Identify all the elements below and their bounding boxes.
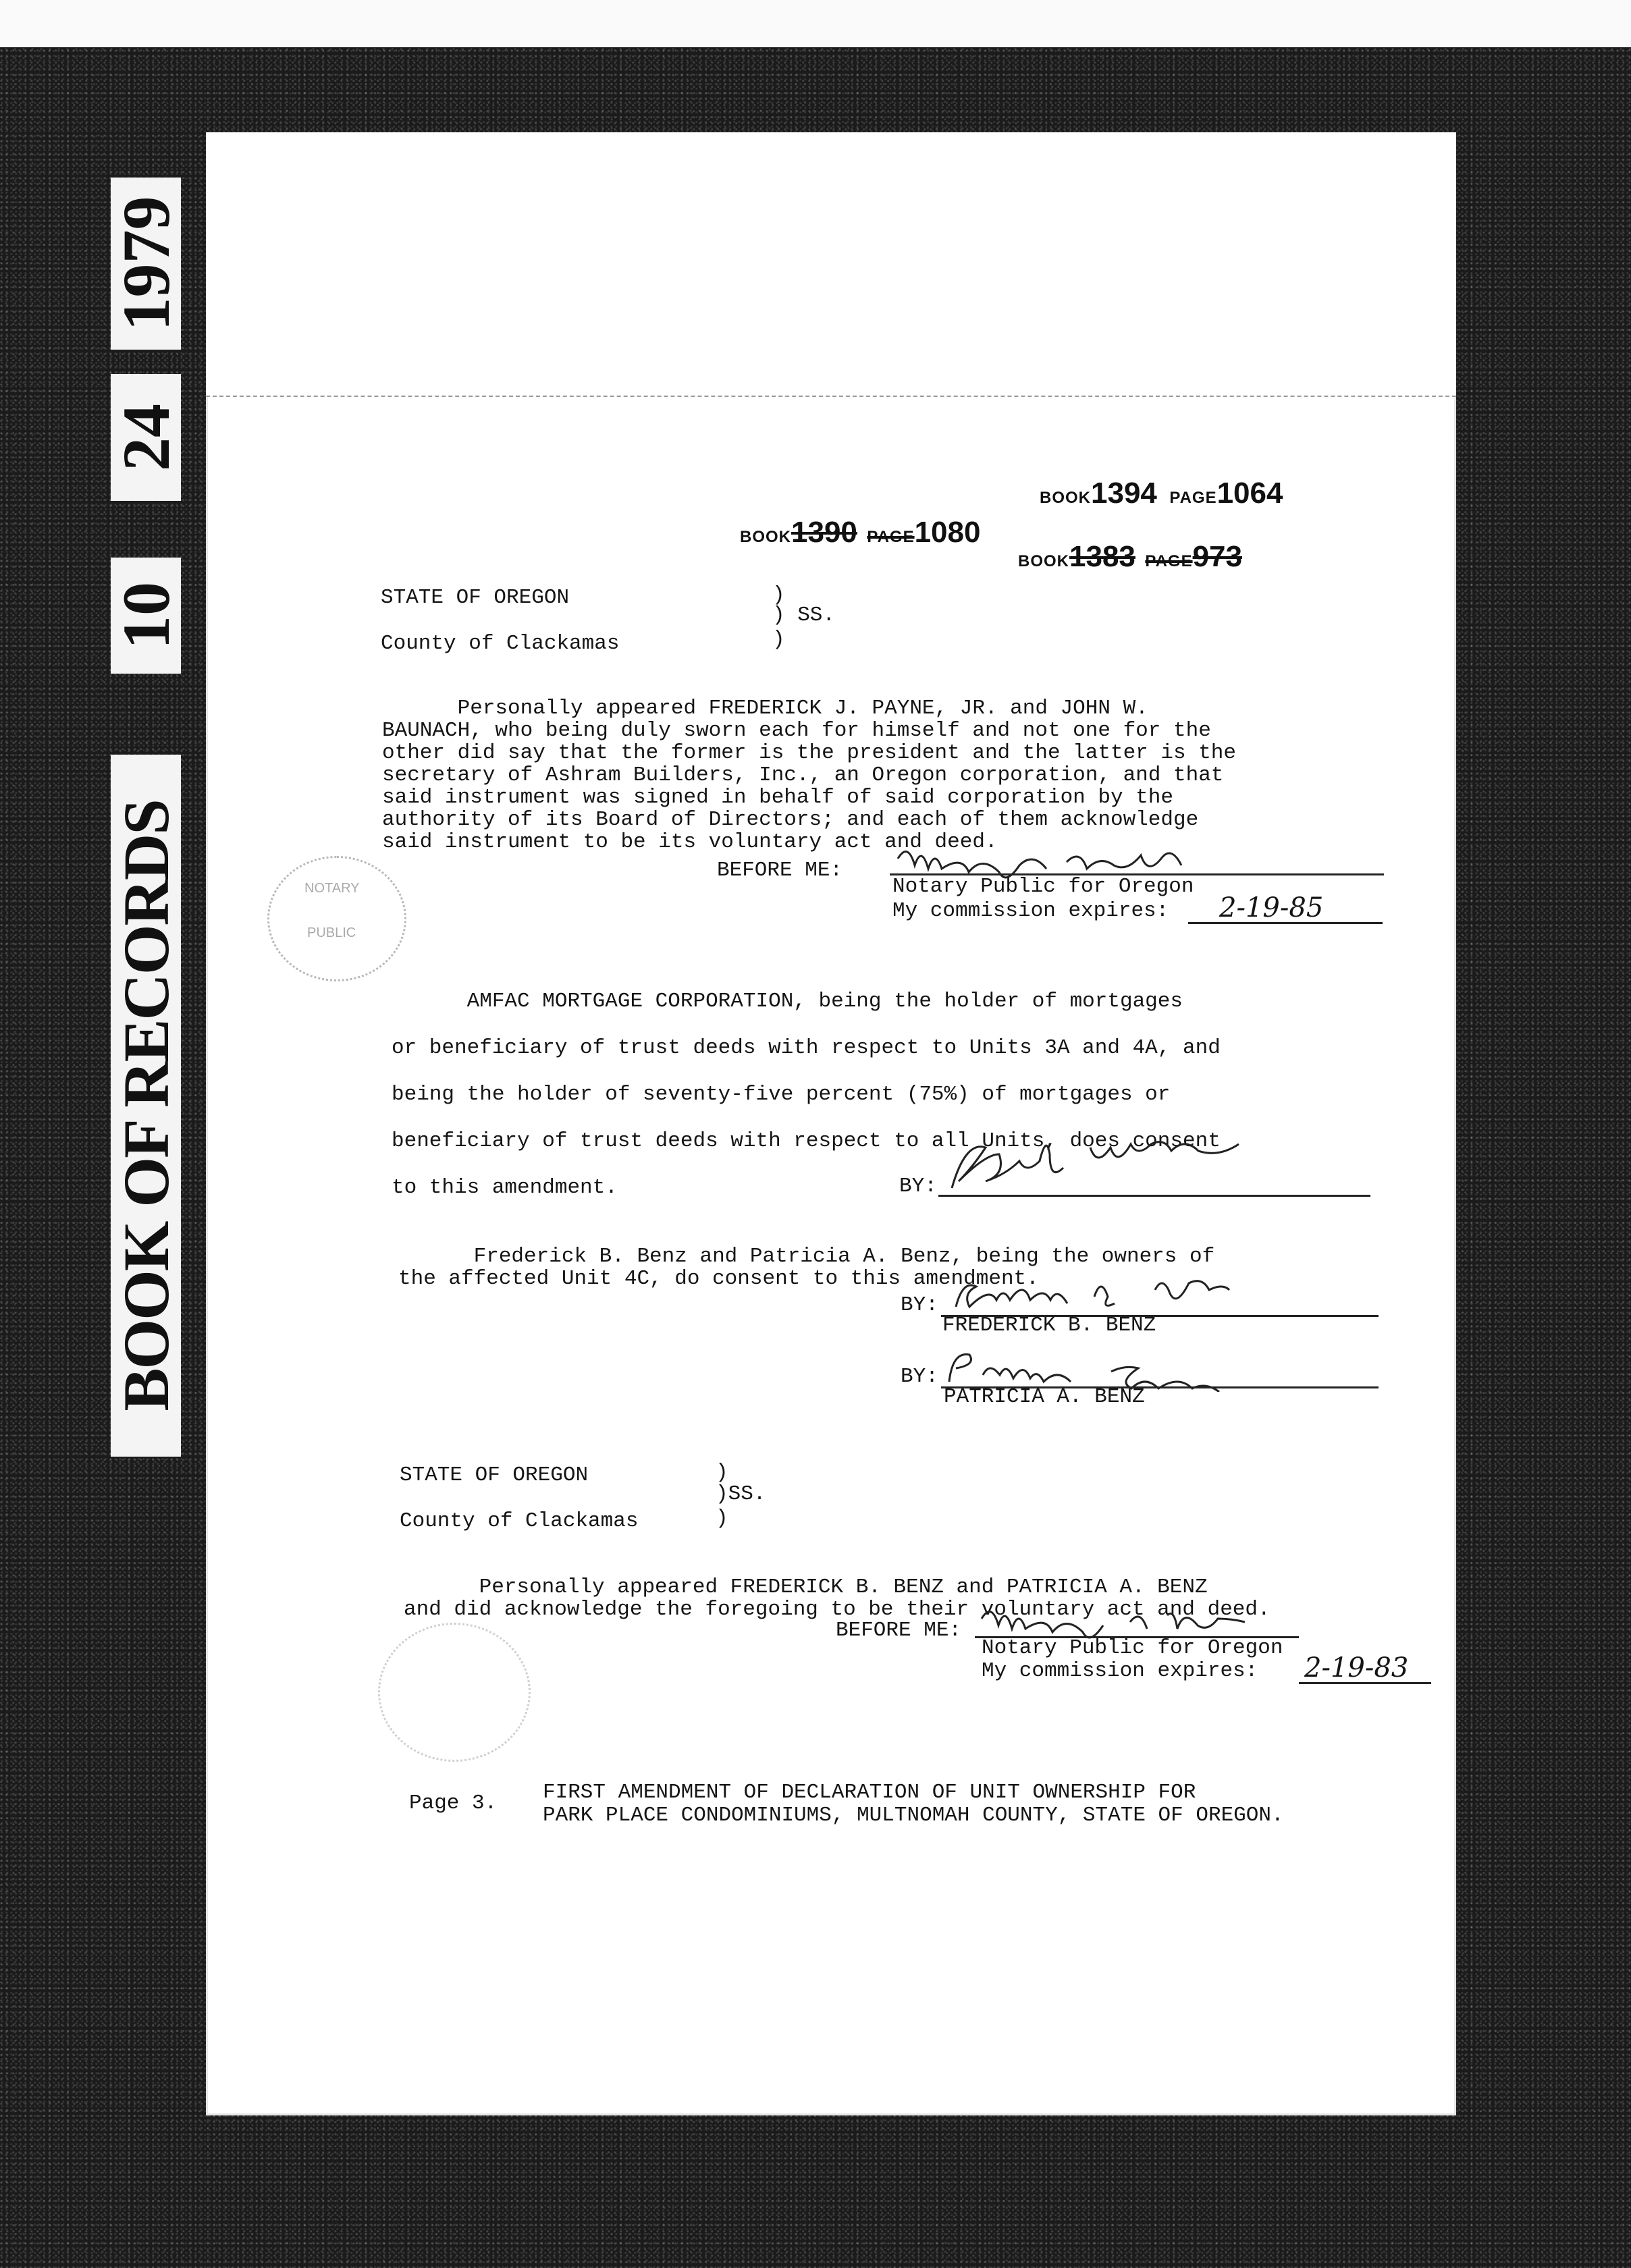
- footer-title-line1: FIRST AMENDMENT OF DECLARATION OF UNIT OWNERSHIP FOR: [543, 1781, 1196, 1804]
- ack1-venue-county: County of Clackamas: [381, 632, 620, 655]
- ack2-notary-title: Notary Public for Oregon: [982, 1636, 1283, 1660]
- recording-stamp-superseded-1: BOOK1390 PAGE1080: [740, 516, 981, 549]
- amfac-signature-line: [938, 1195, 1370, 1197]
- amfac-line: to this amendment.: [392, 1176, 618, 1199]
- ack2-before-me: BEFORE ME:: [836, 1619, 962, 1642]
- ack1-venue-ss: ) SS.: [772, 603, 836, 627]
- amfac-consent-body: [392, 932, 1221, 1258]
- scan-top-margin: [0, 0, 1631, 47]
- spine-month: 10: [111, 558, 181, 674]
- ack1-venue-paren: ): [772, 583, 785, 607]
- ack2-venue-ss: )SS.: [716, 1482, 766, 1506]
- amfac-line: AMFAC MORTGAGE CORPORATION, being the holder of mortgages: [392, 990, 1183, 1013]
- benz-by1-name: FREDERICK B. BENZ: [942, 1314, 1156, 1337]
- ack2-line: Personally appeared FREDERICK B. BENZ and PATRICIA A. BENZ: [404, 1575, 1208, 1599]
- recording-stamp-superseded-2: BOOK1383 PAGE973: [1018, 540, 1242, 573]
- footer-page-label: Page 3.: [409, 1791, 498, 1815]
- benz-by2-label: BY:: [901, 1365, 938, 1388]
- ack1-commission-date: 2-19-85: [1219, 892, 1324, 923]
- ack1-venue-paren-close: ): [772, 628, 785, 651]
- benz-by1-label: BY:: [901, 1293, 938, 1317]
- ack2-commission-label: My commission expires:: [982, 1659, 1258, 1683]
- amfac-line: or beneficiary of trust deeds with respect to Units 3A and 4A, and: [392, 1036, 1221, 1060]
- amfac-line: beneficiary of trust deeds with respect to all Units, does consent: [392, 1129, 1221, 1153]
- ack1-date-line: [1188, 922, 1383, 924]
- spine-day: 24: [111, 374, 181, 501]
- overlay-fold: [206, 132, 1456, 397]
- notary-seal-1: [267, 856, 406, 981]
- amfac-line: being the holder of seventy-five percent (75%) of mortgages or: [392, 1083, 1171, 1106]
- ack2-venue-paren-close: ): [716, 1507, 728, 1530]
- ack2-venue-state: STATE OF OREGON: [400, 1463, 589, 1487]
- ack2-commission-date: 2-19-83: [1304, 1652, 1409, 1683]
- ack2-venue-county: County of Clackamas: [400, 1509, 639, 1533]
- benz-line: Frederick B. Benz and Patricia A. Benz, being the owners of: [398, 1245, 1215, 1268]
- seal-text-bottom: PUBLIC: [307, 925, 356, 940]
- spine-title: BOOK OF RECORDS: [111, 755, 181, 1457]
- recording-stamp-current: BOOK1394 PAGE1064: [1040, 477, 1283, 510]
- spine-year: 1979: [111, 178, 181, 350]
- notary-seal-2: [378, 1623, 531, 1762]
- ack2-line: and did acknowledge the foregoing to be their voluntary act and deed.: [404, 1598, 1271, 1621]
- ack1-line: authority of its Board of Directors; and each of them acknowledge: [382, 808, 1199, 832]
- ack2-notary-signature: [975, 1598, 1326, 1642]
- amfac-by-label: BY:: [899, 1174, 937, 1198]
- ack1-line: Personally appeared FREDERICK J. PAYNE, JR. and JOHN W.: [382, 697, 1148, 720]
- benz-line: the affected Unit 4C, do consent to this amendment.: [398, 1267, 1039, 1291]
- ack1-commission-label: My commission expires:: [892, 899, 1169, 923]
- record-spine-label: [108, 174, 184, 1457]
- seal-text-top: NOTARY: [304, 881, 360, 896]
- ack1-line: BAUNACH, who being duly sworn each for himself and not one for the: [382, 719, 1211, 742]
- ack1-line: other did say that the former is the president and the latter is the: [382, 741, 1237, 765]
- ack1-notary-title: Notary Public for Oregon: [892, 875, 1194, 898]
- ack1-venue-state: STATE OF OREGON: [381, 586, 570, 610]
- ack1-line: secretary of Ashram Builders, Inc., an Oregon corporation, and that: [382, 763, 1224, 787]
- benz-by2-name: PATRICIA A. BENZ: [944, 1385, 1145, 1409]
- amfac-signature: [938, 1134, 1357, 1202]
- ack2-date-line: [1299, 1682, 1431, 1684]
- footer-title-line2: PARK PLACE CONDOMINIUMS, MULTNOMAH COUNTY, STATE OF OREGON.: [543, 1804, 1284, 1827]
- ack1-before-me: BEFORE ME:: [717, 859, 843, 882]
- ack2-venue-paren: ): [716, 1461, 728, 1484]
- ack1-line: said instrument was signed in behalf of said corporation by the: [382, 786, 1173, 809]
- ack1-line: said instrument to be its voluntary act and deed.: [382, 830, 998, 854]
